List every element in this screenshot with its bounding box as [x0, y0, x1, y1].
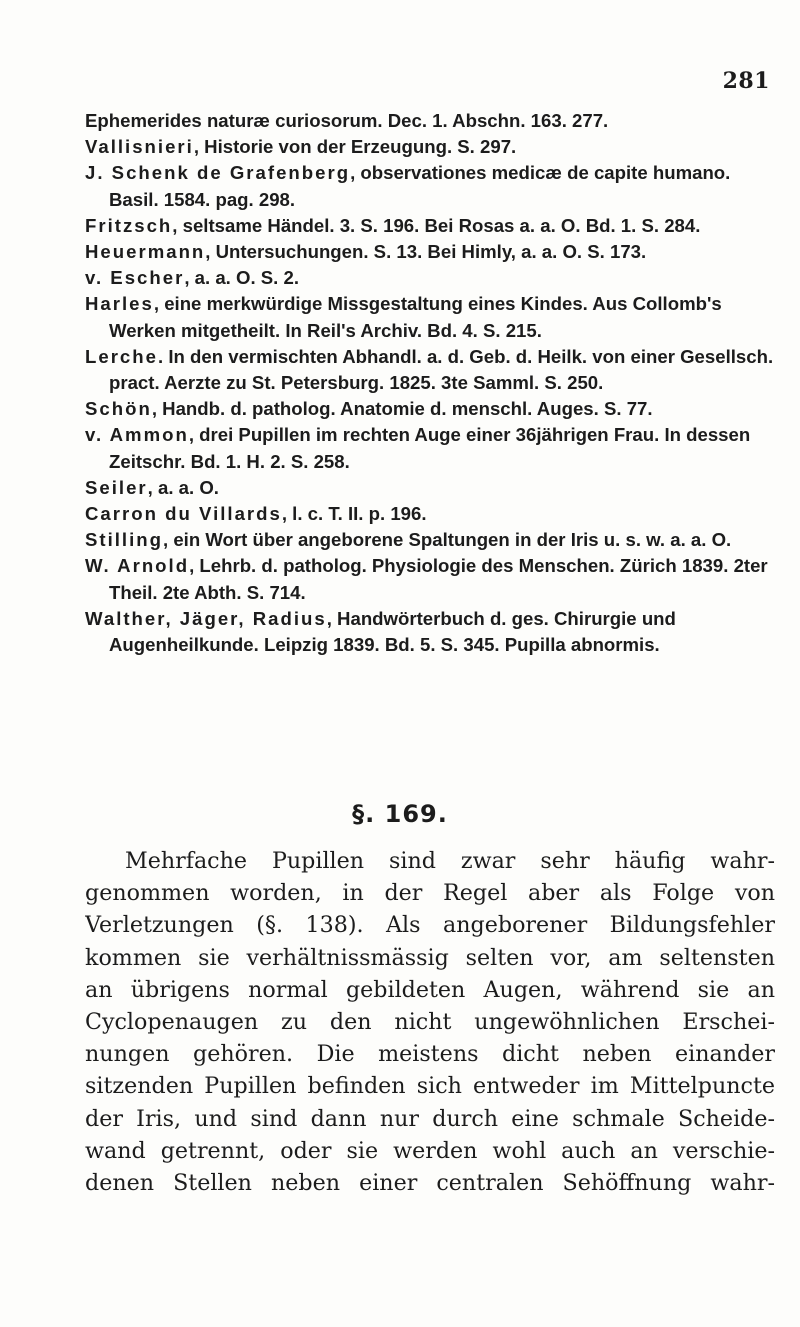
paragraph-line: der Iris, und sind dann nur durch eine schmale Scheide- — [85, 1105, 775, 1132]
body-paragraph — [85, 845, 775, 1199]
reference-text: , Lehrb. d. patholog. Physiologie des Menschen. Zürich 1839. 2ter Theil. 2te Abth. S. 714. — [109, 555, 768, 603]
reference-item — [85, 422, 775, 474]
reference-text: Ephemerides naturæ curiosorum. Dec. 1. Abschn. 163. 277. — [85, 110, 609, 131]
paragraph-line: genommen worden, in der Regel aber als Folge von — [85, 880, 775, 907]
reference-text: , ein Wort über angeborene Spaltungen in der Iris u. s. w. a. a. O. — [162, 529, 732, 551]
reference-author: v. Ammon — [85, 424, 189, 446]
paragraph-line: Mehrfache Pupillen sind zwar sehr häufig wahr- — [125, 848, 775, 874]
reference-author: Carron du Villards — [85, 503, 282, 525]
reference-author: v. Escher — [85, 267, 185, 289]
section-heading: §. 169. — [352, 800, 448, 828]
reference-author: J. Schenk de Grafenberg — [85, 162, 351, 184]
reference-item — [85, 265, 775, 291]
reference-item — [85, 160, 775, 212]
reference-list — [85, 108, 775, 658]
reference-author: Lerche — [85, 345, 158, 367]
reference-author: Heuermann — [85, 241, 206, 263]
paragraph-line: kommen sie verhältnissmässig selten vor, am seltensten — [85, 944, 775, 971]
reference-text: . In den vermischten Abhandl. a. d. Geb. d. Heilk. von einer Gesellsch. pract. Aerzte zu St. Petersburg. 1825. 3te Samml. S. 250. — [109, 345, 774, 394]
reference-text: , l. c. T. II. p. 196. — [281, 503, 427, 525]
reference-author: W. Arnold — [85, 555, 190, 577]
reference-item — [85, 108, 775, 134]
page-number: 281 — [722, 68, 770, 94]
paragraph-line: sitzenden Pupillen befinden sich entweder im Mittelpuncte — [85, 1073, 775, 1100]
paragraph-line: denen Stellen neben einer centralen Sehöffnung wahr- — [85, 1169, 775, 1196]
reference-item — [85, 134, 775, 160]
reference-author: Fritzsch — [85, 214, 173, 236]
reference-text: , Historie von der Erzeugung. S. 297. — [193, 136, 517, 158]
paragraph-line: Cyclopenaugen zu den nicht ungewöhnlichen Erschei- — [85, 1008, 775, 1035]
reference-item — [85, 501, 775, 527]
reference-author: Harles — [85, 293, 154, 315]
reference-author: Stilling — [85, 529, 163, 551]
reference-item — [85, 291, 775, 343]
paragraph-line: Verletzungen (§. 138). Als angeborener Bildungsfehler — [85, 912, 775, 939]
reference-item — [85, 475, 775, 501]
reference-item — [85, 213, 775, 239]
paragraph-line: an übrigens normal gebildeten Augen, während sie an — [85, 976, 775, 1003]
reference-text: , a. a. O. S. 2. — [184, 267, 300, 289]
reference-text: , a. a. O. — [147, 476, 219, 498]
reference-text: , Untersuchungen. S. 13. Bei Himly, a. a. O. S. 173. — [205, 241, 647, 263]
reference-author: Seiler — [85, 476, 148, 498]
reference-text: , seltsame Händel. 3. S. 196. Bei Rosas a. a. O. Bd. 1. S. 284. — [172, 214, 701, 236]
reference-author: Schön — [85, 398, 152, 420]
paragraph-line: nungen gehören. Die meistens dicht neben einander — [85, 1041, 775, 1068]
reference-text: , drei Pupillen im rechten Auge einer 36jährigen Frau. In dessen Zeitschr. Bd. 1. H. 2. S. 258. — [109, 424, 751, 472]
paragraph-line: wand getrennt, oder sie werden wohl auch an verschie- — [85, 1137, 775, 1164]
reference-text: , eine merkwürdige Missgestaltung eines Kindes. Aus Collomb's Werken mitgetheilt. In Reil's Archiv. Bd. 4. S. 215. — [109, 293, 722, 341]
reference-text: , Handb. d. patholog. Anatomie d. menschl. Auges. S. 77. — [151, 398, 653, 420]
reference-item — [85, 606, 775, 658]
reference-item — [85, 553, 775, 605]
reference-author: Walther, Jäger, Radius — [85, 607, 327, 629]
reference-item — [85, 344, 775, 396]
reference-item — [85, 396, 775, 422]
reference-author: Vallisnieri — [85, 136, 194, 158]
reference-text: , observationes medicæ de capite humano. Basil. 1584. pag. 298. — [109, 162, 731, 210]
reference-text: , Handwörterbuch d. ges. Chirurgie und Augenheilkunde. Leipzig 1839. Bd. 5. S. 345. Pupilla abnormis. — [109, 607, 676, 656]
reference-item — [85, 527, 775, 553]
reference-item — [85, 239, 775, 265]
